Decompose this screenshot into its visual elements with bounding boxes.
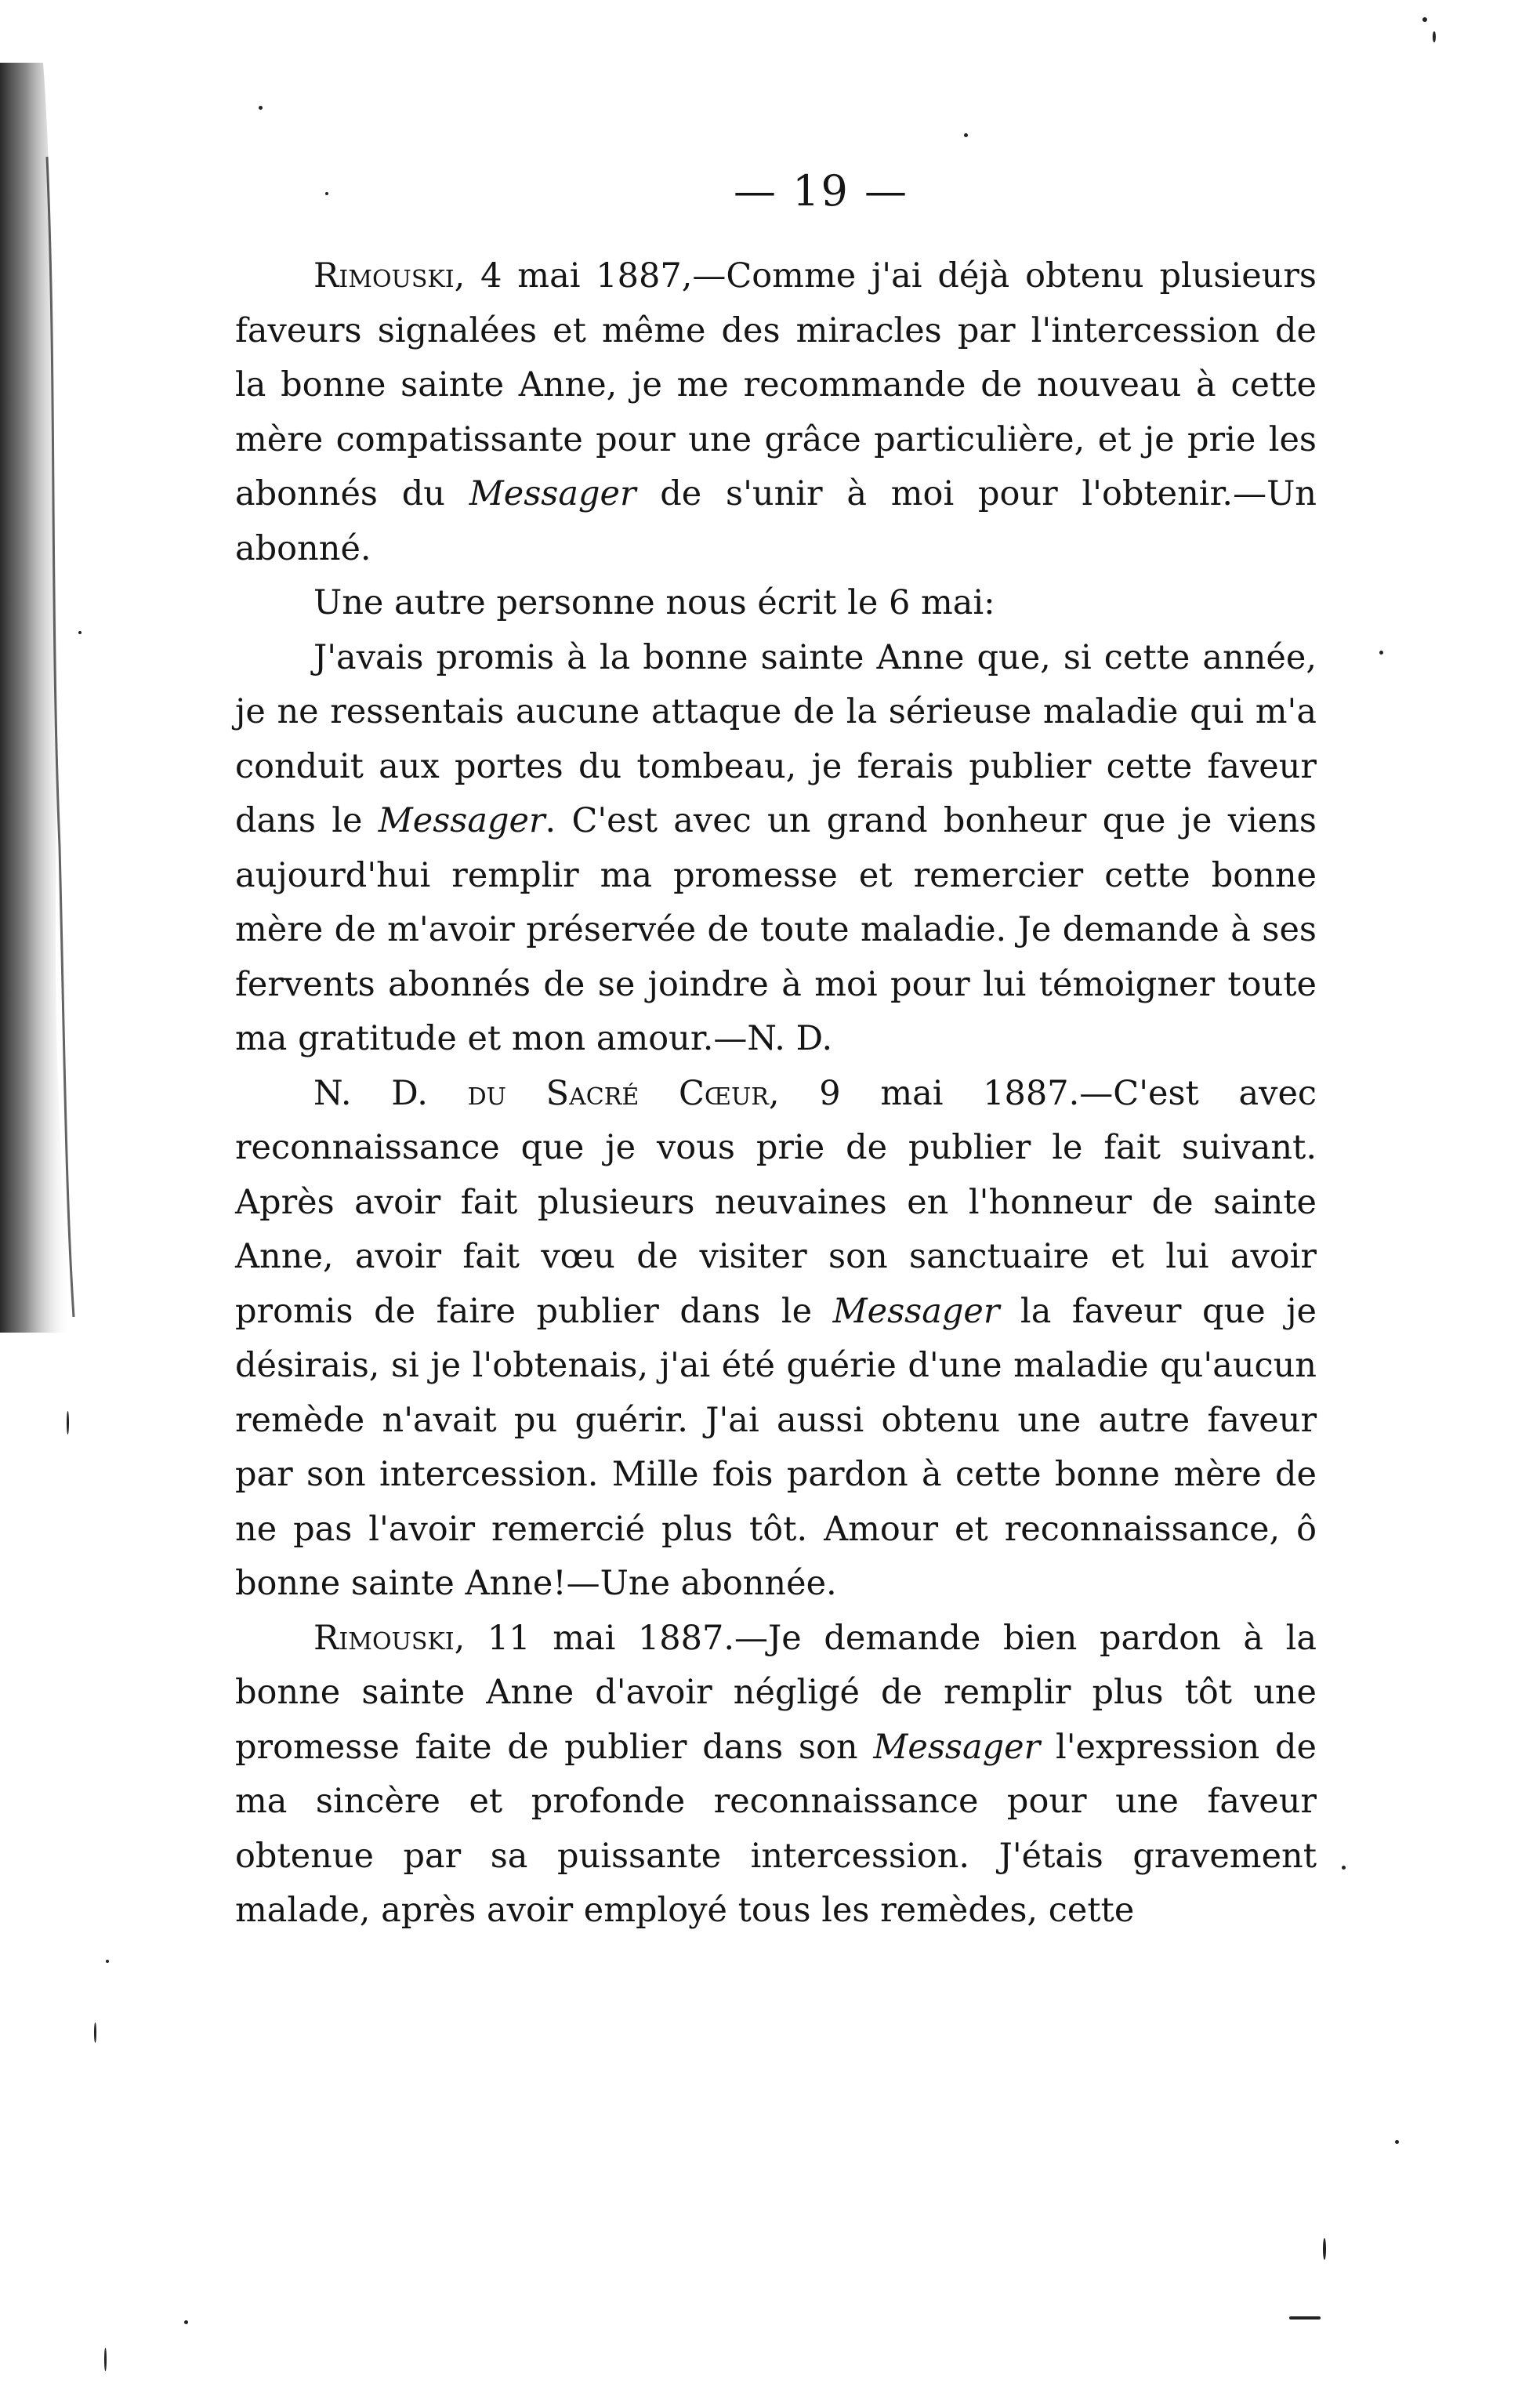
text-run: N. D. (313, 1073, 468, 1113)
scan-speck (1342, 1866, 1346, 1870)
scan-speck (325, 192, 328, 195)
scan-speck (1395, 2140, 1399, 2144)
text-run: la faveur que je désirais, si je l'obtenais, j'ai été guérie d'une maladie qu'aucun remède n'avait pu guérir. J'ai aussi obtenu une autre faveur par son intercession. Mille fois pardon à cette bonne mère de ne pas l'avoir remercié plus tôt. Amour et reconnaissance, ô bonne sainte Anne!—Une abonnée. (235, 1291, 1317, 1603)
text-run: , 11 mai 1887.—Je demande bien pardon à la bonne sainte Anne d'avoir négligé de remplir plus tôt une promesse faite de publier dans son (235, 1618, 1317, 1767)
scan-speck (1289, 2316, 1321, 2320)
scan-speck (94, 2022, 96, 2043)
text-run: de s'unir à moi pour l'obtenir.—Un abonné. (235, 474, 1317, 568)
scan-speck (1422, 17, 1427, 22)
paragraph-nd-sacre-coeur (235, 1067, 1317, 1612)
scan-speck (1379, 651, 1383, 655)
small-caps-place: Rimouski (313, 1618, 455, 1658)
scan-speck (259, 106, 263, 110)
text-run: , 4 mai 1887,—Comme j'ai déjà obtenu plusieurs faveurs signalées et même des miracles par l'intercession de la bonne sainte Anne, je me recommande de nouveau à cette mère compatissante pour une grâce particulière, et je prie les abonnés du (235, 256, 1317, 513)
paragraph-autre-personne (235, 576, 1317, 631)
scan-speck (964, 133, 968, 137)
body-text (235, 249, 1317, 1939)
paragraph-javais-promis (235, 631, 1317, 1067)
italic-title: Messager (832, 1291, 1000, 1331)
text-run: . C'est avec un grand bonheur que je viens aujourd'hui remplir ma promesse et remercier cette bonne mère de m'avoir préservée de toute maladie. Je demande à ses fervents abonnés de se joindre à moi pour lui témoigner toute ma gratitude et mon amour.—N. D. (235, 801, 1317, 1058)
small-caps-place: du Sacré Cœur (467, 1073, 769, 1113)
text-run: l'expression de ma sincère et profonde reconnaissance pour une faveur obtenue par sa puissante intercession. J'étais gravement malade, après avoir employé tous les remèdes, cette (235, 1727, 1317, 1930)
italic-title: Messager (873, 1727, 1041, 1767)
scan-speck (184, 2320, 188, 2324)
text-run: Une autre personne nous écrit le 6 mai: (313, 583, 995, 622)
italic-title: Messager (469, 474, 636, 513)
binding-edge-shadow (0, 63, 94, 1333)
small-caps-place: Rimouski (313, 256, 455, 296)
scan-speck (1323, 2238, 1326, 2260)
scan-speck (67, 1411, 69, 1435)
text-run: J'avais promis à la bonne sainte Anne que, si cette année, je ne ressentais aucune attaque de la sérieuse maladie qui m'a conduit aux portes du tombeau, je ferais publier cette faveur dans le (235, 637, 1317, 840)
scan-speck (1433, 31, 1436, 42)
italic-title: Messager (378, 801, 545, 840)
text-run: , 9 mai 1887.—C'est avec reconnaissance que je vous prie de publier le fait suivant. Après avoir fait plusieurs neuvaines en l'honneur de sainte Anne, avoir fait vœu de visiter son sanctuaire et lui avoir promis de faire publier dans le (235, 1073, 1317, 1331)
scan-speck (106, 1960, 109, 1963)
page-number: — 19 — (733, 166, 909, 216)
scan-speck (78, 631, 82, 634)
paragraph-rimouski-4-mai (235, 249, 1317, 576)
scan-speck (104, 2348, 107, 2371)
paragraph-rimouski-11-mai (235, 1612, 1317, 1939)
